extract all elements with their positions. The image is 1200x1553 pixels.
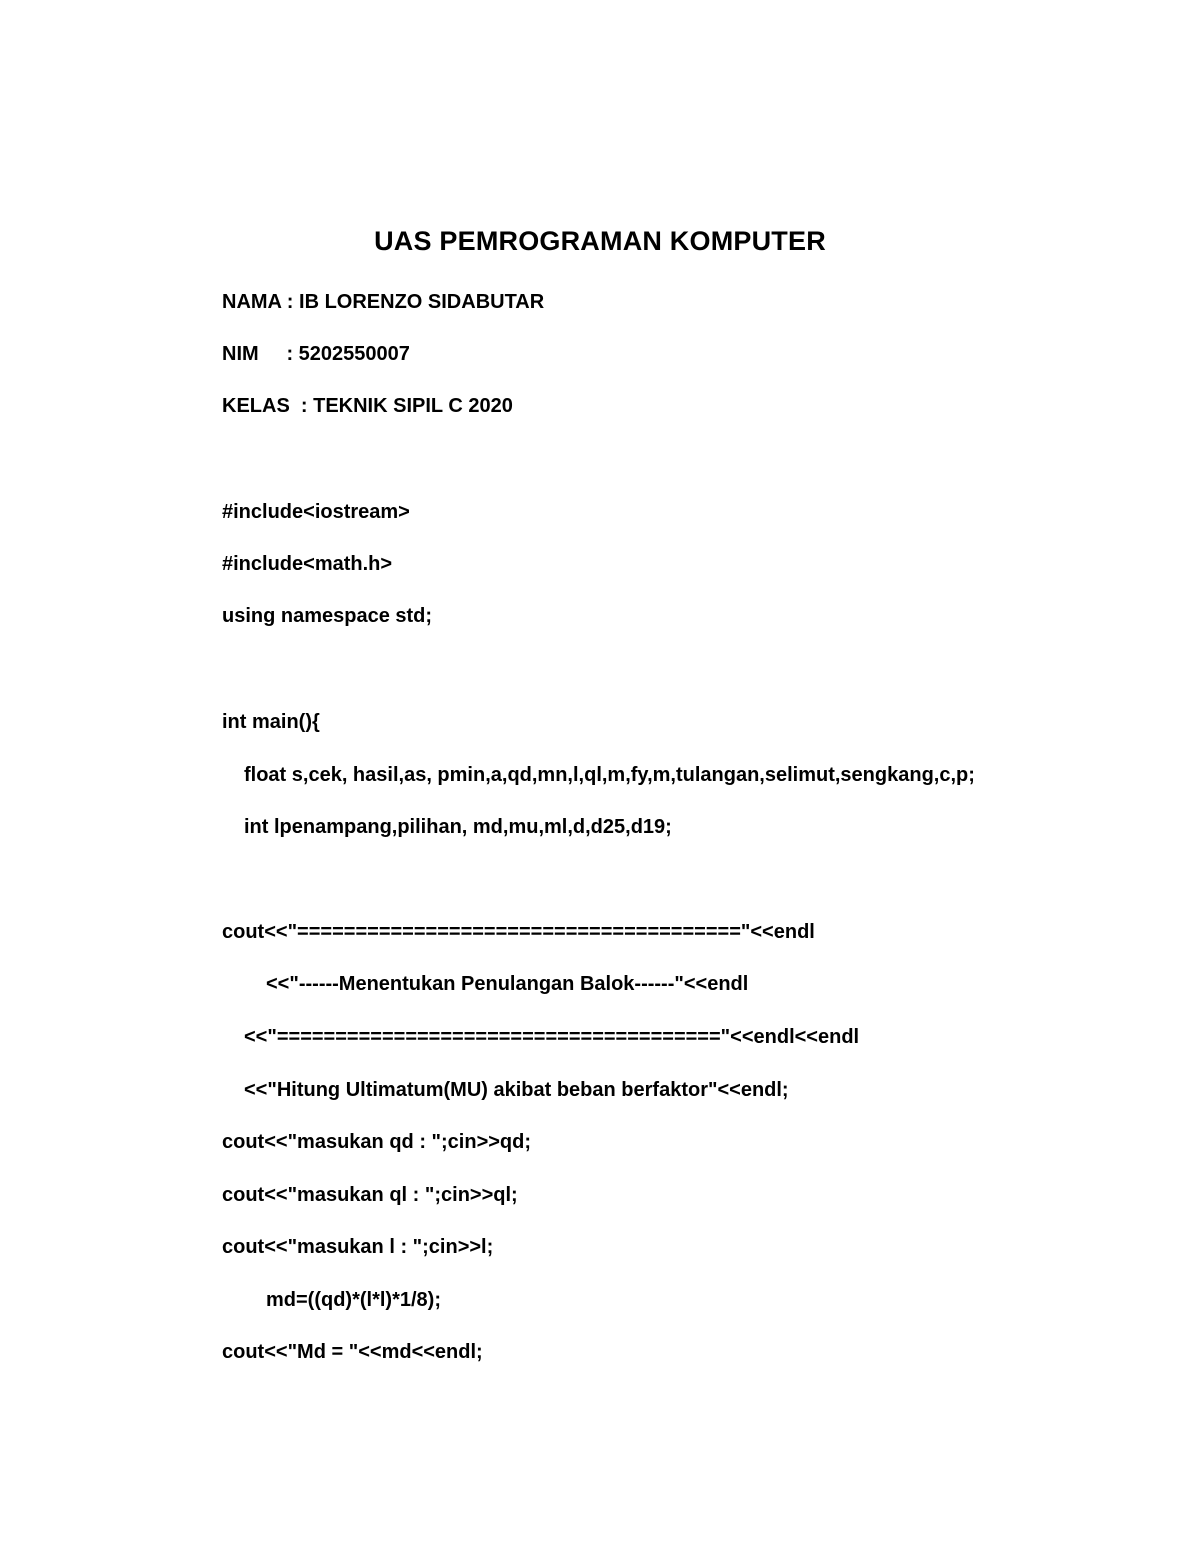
code-line-heading: <<"------Menentukan Penulangan Balok------"<<endl	[266, 973, 749, 995]
code-line-input-l: cout<<"masukan l : ";cin>>l;	[222, 1236, 494, 1258]
code-line-input-ql: cout<<"masukan ql : ";cin>>ql;	[222, 1184, 518, 1206]
code-line-int-decl: int lpenampang,pilihan, md,mu,ml,d,d25,d19;	[244, 816, 672, 838]
class-line: KELAS : TEKNIK SIPIL C 2020	[222, 395, 513, 417]
code-line-using-namespace: using namespace std;	[222, 605, 433, 627]
code-line-cout-border-top: cout<<"======================================"<<endl	[222, 921, 815, 943]
code-line-float-decl: float s,cek, hasil,as, pmin,a,qd,mn,l,ql,m,fy,m,tulangan,selimut,sengkang,c,p;	[244, 764, 975, 786]
code-line-main: int main(){	[222, 711, 320, 733]
code-line-output-md: cout<<"Md = "<<md<<endl;	[222, 1341, 483, 1363]
code-line-border-bottom: <<"======================================"<<endl<<endl	[244, 1026, 860, 1048]
page-title: UAS PEMROGRAMAN KOMPUTER	[374, 226, 826, 256]
name-line: NAMA : IB LORENZO SIDABUTAR	[222, 291, 545, 313]
code-line-md-formula: md=((qd)*(l*l)*1/8);	[266, 1289, 441, 1311]
code-line-hitung: <<"Hitung Ultimatum(MU) akibat beban berfaktor"<<endl;	[244, 1079, 789, 1101]
nim-line: NIM : 5202550007	[222, 343, 410, 365]
code-line-include-iostream: #include<iostream>	[222, 501, 410, 523]
code-line-include-math: #include<math.h>	[222, 553, 393, 575]
code-line-input-qd: cout<<"masukan qd : ";cin>>qd;	[222, 1131, 532, 1153]
